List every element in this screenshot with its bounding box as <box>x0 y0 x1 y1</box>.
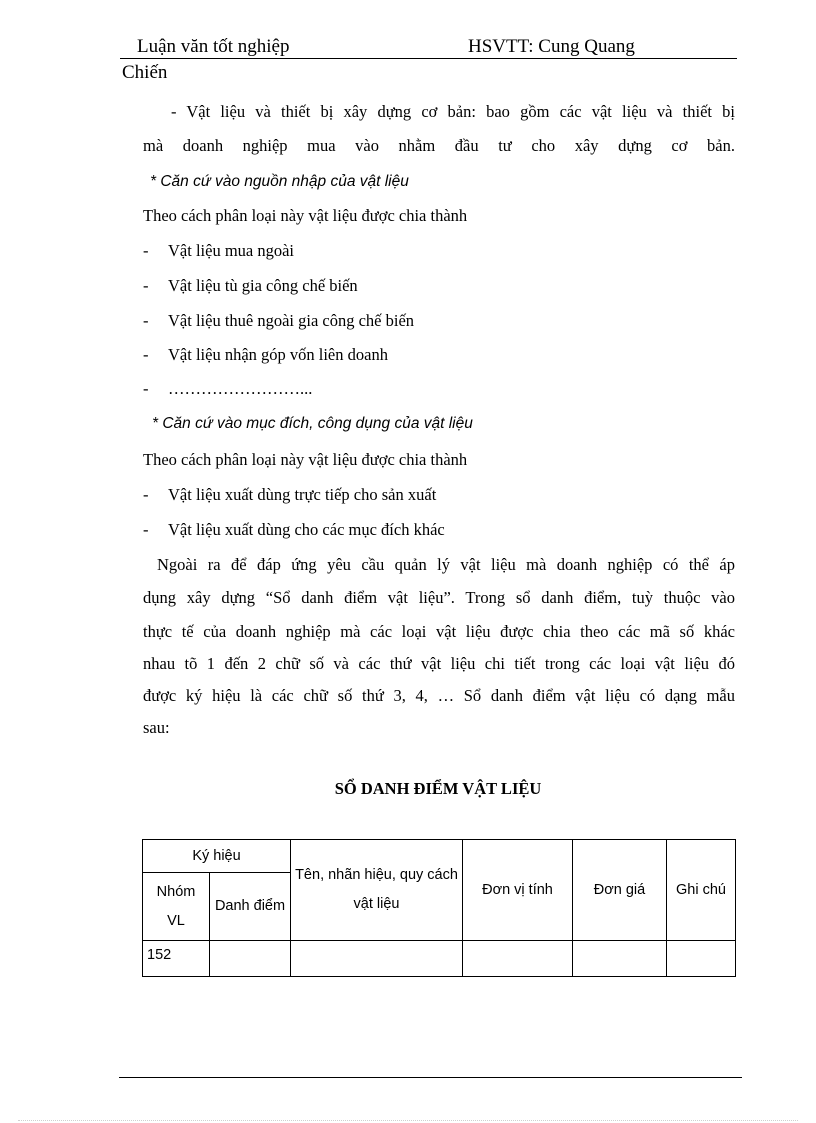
bullet-dash: - <box>143 241 149 260</box>
paragraph-2-line-1: Ngoài ra để đáp ứng yêu cầu quản lý vật liệu mà doanh nghiệp có thể áp <box>157 555 735 574</box>
cell-price <box>573 941 667 977</box>
header-unit: Đơn vị tính <box>463 840 573 941</box>
footer-rule <box>119 1077 742 1078</box>
section-1-heading: * Căn cứ vào nguồn nhập của vật liệu <box>150 173 409 190</box>
table-row <box>143 941 736 977</box>
header-item: Danh điểm <box>210 873 291 941</box>
paragraph-2-line-2: dụng xây dựng “Sổ danh điểm vật liệu”. Trong sổ danh điểm, tuỳ thuộc vào <box>143 588 735 607</box>
paragraph-2-line-6: sau: <box>143 718 170 737</box>
header-author-continuation: Chiến <box>122 62 168 83</box>
section-2-intro: Theo cách phân loại này vật liệu được chia thành <box>143 450 468 469</box>
cell-name <box>291 941 463 977</box>
cell-unit <box>463 941 573 977</box>
bullet-dash: - <box>143 485 149 504</box>
header-rule <box>120 58 737 59</box>
header-group: Nhóm VL <box>143 873 210 941</box>
bullet-dash: - <box>143 379 149 398</box>
paragraph-2-line-3: thực tế của doanh nghiệp mà các loại vật liệu được chia theo các mã số khác <box>143 622 735 641</box>
header-price: Đơn giá <box>573 840 667 941</box>
paragraph-2-line-4: nhau tõ 1 đến 2 chữ số và các thứ vật liệu chi tiết trong các loại vật liệu đó <box>143 654 735 673</box>
header-code-group: Ký hiệu <box>143 840 291 873</box>
page-bottom-dotted-border <box>18 1120 798 1121</box>
paragraph-1-line-2: mà doanh nghiệp mua vào nhằm đầu tư cho xây dựng cơ bản. <box>143 136 735 155</box>
cell-note <box>667 941 736 977</box>
bullet-dash: - <box>143 311 149 330</box>
list-item: Vật liệu nhận góp vốn liên doanh <box>168 345 388 364</box>
list-item: Vật liệu thuê ngoài gia công chế biến <box>168 311 415 330</box>
section-2-heading: * Căn cứ vào mục đích, công dụng của vật liệu <box>152 415 473 432</box>
bullet-dash: - <box>143 276 149 295</box>
bullet-dash: - <box>143 520 149 539</box>
header-name: Tên, nhãn hiệu, quy cách vật liệu <box>291 840 463 941</box>
paragraph-2-line-5: được ký hiệu là các chữ số thứ 3, 4, … Sổ danh điểm vật liệu có dạng mẫu <box>143 686 735 705</box>
header-title: Luận văn tốt nghiệp <box>137 36 290 57</box>
section-1-intro: Theo cách phân loại này vật liệu được chia thành <box>143 206 468 225</box>
cell-item <box>210 941 291 977</box>
bullet-dash: - <box>143 345 149 364</box>
cell-group: 152 <box>143 941 210 977</box>
list-item: ……………………... <box>168 379 313 398</box>
material-catalog-table <box>142 839 736 977</box>
paragraph-1-line-1: - Vật liệu và thiết bị xây dựng cơ bản: bao gồm các vật liệu và thiết bị <box>171 102 735 121</box>
list-item: Vật liệu xuất dùng cho các mục đích khác <box>168 520 445 539</box>
list-item: Vật liệu tù gia công chế biến <box>168 276 358 295</box>
list-item: Vật liệu mua ngoài <box>168 241 295 260</box>
header-note: Ghi chú <box>667 840 736 941</box>
list-item: Vật liệu xuất dùng trực tiếp cho sản xuất <box>168 485 437 504</box>
header-author: HSVTT: Cung Quang <box>468 36 635 57</box>
catalog-title: SỔ DANH ĐIỂM VẬT LIỆU <box>334 779 542 798</box>
